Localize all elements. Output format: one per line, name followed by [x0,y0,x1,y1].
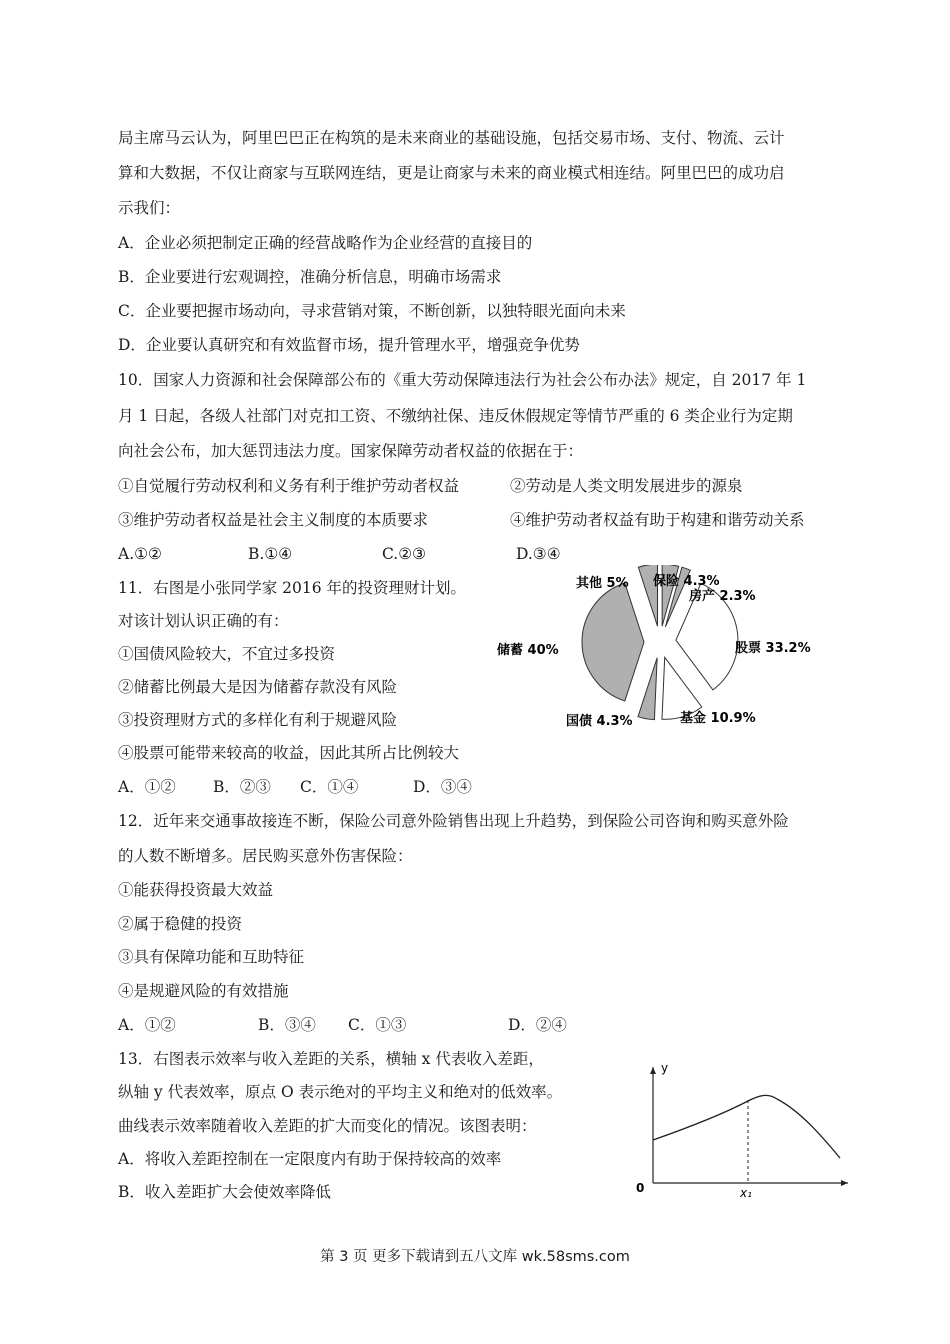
q10-stem-line-3: 向社会公布，加大惩罚违法力度。国家保障劳动者权益的依据在于： [118,442,584,460]
x1-label: x₁ [740,1186,752,1200]
pie-label-insurance: 保险 4.3% [653,574,720,589]
efficiency-curve [653,1095,840,1158]
q13-stem-line-1: 13．右图表示效率与收入差距的关系，横轴 x 代表收入差距， [118,1050,544,1068]
q10-item-3: ③维护劳动者权益是社会主义制度的本质要求 [118,511,429,529]
pie-label-property: 房产 2.3% [689,589,756,604]
q10-option-b: B.①④ [248,545,293,563]
q11-item-2: ②储蓄比例最大是因为储蓄存款没有风险 [118,678,398,696]
y-axis-arrow [650,1067,656,1074]
pie-label-funds: 基金 10.9% [680,711,756,726]
q9-option-a: A．企业必须把制定正确的经营战略作为企业经营的直接目的 [118,234,533,252]
x-axis-arrow [841,1180,848,1186]
q9-option-d: D．企业要认真研究和有效监督市场，提升管理水平，增强竞争优势 [118,336,580,354]
q12-item-2: ②属于稳健的投资 [118,915,243,933]
q12-item-3: ③具有保障功能和互助特征 [118,948,305,966]
q12-option-a: A．①② [118,1016,176,1034]
q9-stem-line-3: 示我们： [118,199,181,217]
pie-label-stocks: 股票 33.2% [735,641,811,656]
q11-item-4: ④股票可能带来较高的收益，因此其所占比例较大 [118,744,460,762]
investment-pie-chart [480,565,840,740]
q11-item-3: ③投资理财方式的多样化有利于规避风险 [118,711,398,729]
pie-slice-0 [582,583,644,701]
pie-label-savings: 储蓄 40% [497,643,559,658]
q11-stem-line-1: 11．右图是小张同学家 2016 年的投资理财计划。 [118,579,467,597]
q9-option-c: C．企业要把握市场动向，寻求营销对策，不断创新，以独特眼光面向未来 [118,302,626,320]
q10-option-c: C.②③ [382,545,427,563]
y-axis-label: y [661,1061,669,1075]
q12-option-d: D．②④ [508,1016,567,1034]
q10-option-d: D.③④ [516,545,561,563]
q11-stem-line-2: 对该计划认识正确的有： [118,612,289,630]
q10-stem-line-1: 10．国家人力资源和社会保障部公布的《重大劳动保障违法行为社会公布办法》规定，自 2017 年 1 [118,371,807,389]
q12-item-4: ④是规避风险的有效措施 [118,982,289,1000]
page-footer: 第 3 页 更多下载请到五八文库 wk.58sms.com [320,1249,630,1265]
q11-option-c: C．①④ [300,778,359,796]
q10-item-2: ②劳动是人类文明发展进步的源泉 [510,477,743,495]
q11-option-d: D．③④ [413,778,472,796]
q9-stem-line-2: 算和大数据，不仅让商家与互联网连结，更是让商家与未来的商业模式相连结。阿里巴巴的成功启 [118,164,785,182]
efficiency-income-graph [630,1055,855,1200]
q10-item-4: ④维护劳动者权益有助于构建和谐劳动关系 [510,511,805,529]
origin-label: 0 [636,1181,645,1195]
q12-option-b: B．③④ [258,1016,316,1034]
q13-option-a: A．将收入差距控制在一定限度内有助于保持较高的效率 [118,1150,502,1168]
pie-label-other: 其他 5% [576,576,629,591]
q11-item-1: ①国债风险较大，不宜过多投资 [118,645,336,663]
q11-option-a: A．①② [118,778,176,796]
pie-label-bonds: 国债 4.3% [566,714,633,729]
q12-option-c: C．①③ [348,1016,407,1034]
q12-stem-line-2: 的人数不断增多。居民购买意外伤害保险： [118,847,413,865]
q10-item-1: ①自觉履行劳动权利和义务有利于维护劳动者权益 [118,477,460,495]
q10-stem-line-2: 月 1 日起，各级人社部门对克扣工资、不缴纳社保、违反休假规定等情节严重的 6 类企业行为定期 [118,407,793,425]
q12-stem-line-1: 12．近年来交通事故接连不断，保险公司意外险销售出现上升趋势，到保险公司咨询和购买意外险 [118,812,789,830]
q9-stem-line-1: 局主席马云认为，阿里巴巴正在构筑的是未来商业的基础设施，包括交易市场、支付、物流、云计 [118,129,785,147]
q13-option-b: B．收入差距扩大会使效率降低 [118,1183,331,1201]
q13-stem-line-2: 纵轴 y 代表效率，原点 O 表示绝对的平均主义和绝对的低效率。 [118,1083,563,1101]
pie-slice-6 [638,658,657,720]
q12-item-1: ①能获得投资最大效益 [118,881,274,899]
q9-option-b: B．企业要进行宏观调控，准确分析信息，明确市场需求 [118,268,502,286]
q13-stem-line-3: 曲线表示效率随着收入差距的扩大而变化的情况。该图表明： [118,1117,537,1135]
q11-option-b: B．②③ [213,778,271,796]
q10-option-a: A.①② [118,545,162,563]
